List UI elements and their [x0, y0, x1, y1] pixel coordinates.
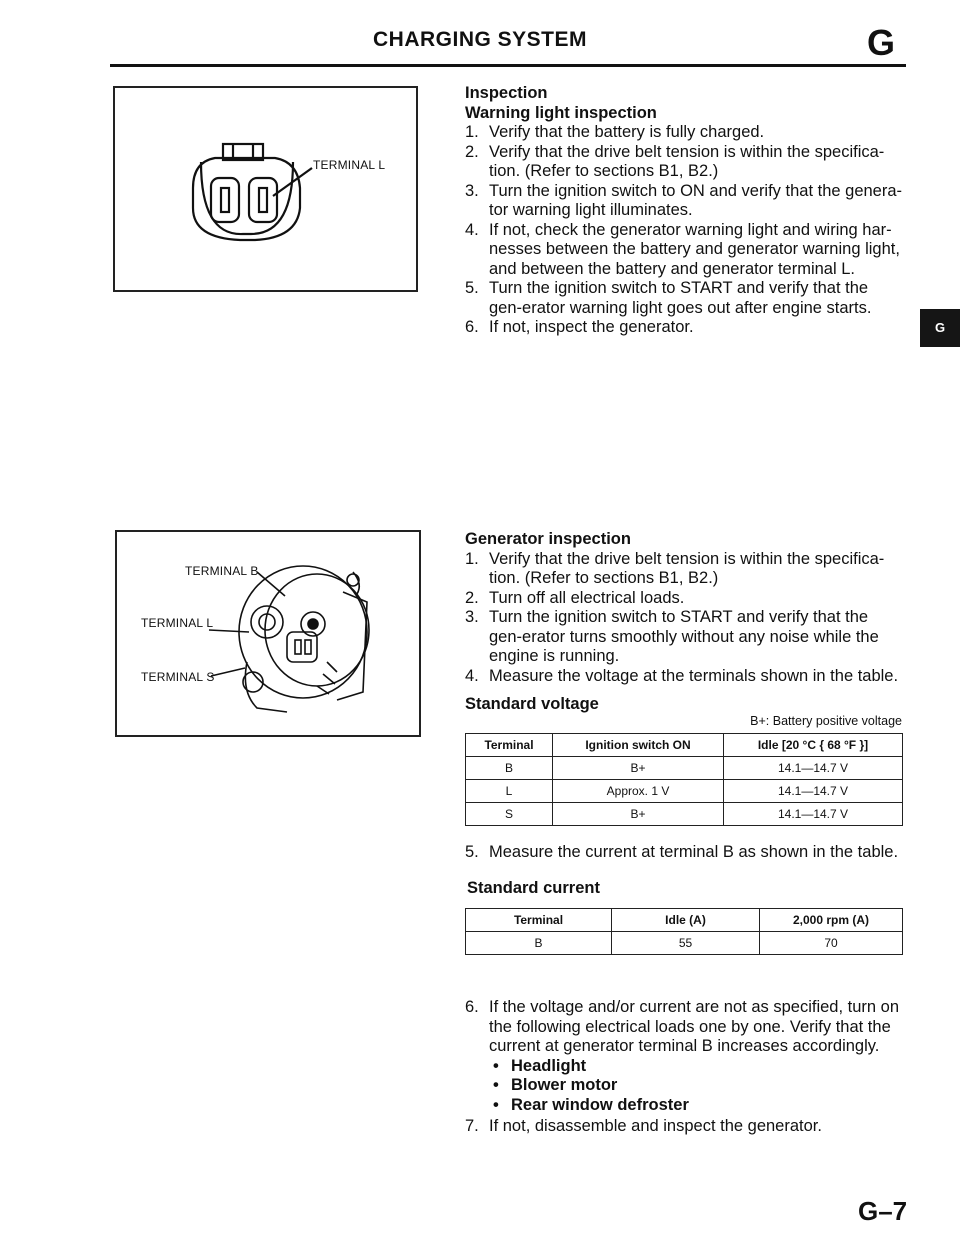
- connector-figure: [113, 86, 418, 292]
- generator-steps: [465, 550, 905, 687]
- list-item: • Rear window defroster: [489, 1096, 905, 1116]
- inspection-heading: Inspection: [465, 84, 548, 102]
- table-row: B B+ 14.1—14.7 V: [466, 757, 903, 780]
- terminal-b-label: TERMINAL B: [185, 564, 259, 578]
- generator-section: [465, 530, 905, 686]
- generator-illustration: [117, 532, 419, 735]
- list-item: 1. Verify that the drive belt tension is within the specifica-tion. (Refer to sections B1, B2.): [465, 549, 885, 587]
- voltage-note: B+: Battery positive voltage: [750, 714, 902, 728]
- generator-figure: [115, 530, 421, 737]
- list-item: 1. Verify that the battery is fully charged.: [465, 123, 765, 141]
- connector-illustration: [115, 88, 416, 290]
- list-item: 4. Measure the voltage at the terminals shown in the table.: [465, 666, 899, 685]
- section-letter: G: [867, 22, 896, 63]
- table-row: L Approx. 1 V 14.1—14.7 V: [466, 780, 903, 803]
- generator-heading: Generator inspection: [465, 530, 631, 548]
- list-item: 4. If not, check the generator warning light and wiring har-nesses between the battery and generator warning light, and between the battery and generator terminal L.: [465, 220, 900, 278]
- table-header-row: Terminal Idle (A) 2,000 rpm (A): [466, 909, 903, 932]
- step-5: 5. Measure the current at terminal B as shown in the table.: [465, 843, 899, 861]
- step-7: 7. If not, disassemble and inspect the generator.: [465, 1117, 822, 1135]
- inspection-section: [465, 84, 905, 338]
- list-item: 2. Verify that the drive belt tension is within the specifica-tion. (Refer to sections B1, B2.): [465, 142, 885, 180]
- voltage-table: [465, 733, 903, 826]
- list-item: • Headlight: [489, 1057, 905, 1077]
- list-item: 3. Turn the ignition switch to ON and verify that the genera-tor warning light illuminates.: [465, 181, 903, 219]
- warning-light-heading: Warning light inspection: [465, 103, 657, 122]
- standard-voltage-heading: Standard voltage: [465, 695, 599, 713]
- terminal-l-label: TERMINAL L: [141, 616, 214, 630]
- terminal-s-label: TERMINAL S: [141, 670, 215, 684]
- list-item: 5. Turn the ignition switch to START and verify that the gen-erator warning light goes out after engine starts.: [465, 279, 872, 317]
- list-item: 6. If not, inspect the generator.: [465, 318, 694, 336]
- standard-current-heading: Standard current: [467, 879, 600, 897]
- table-header-row: Terminal Ignition switch ON Idle [20 °C { 68 °F }]: [466, 734, 903, 757]
- current-table: [465, 908, 903, 955]
- page-number: G–7: [858, 1196, 908, 1226]
- page-title: CHARGING SYSTEM: [372, 28, 587, 51]
- terminal-l-label: TERMINAL L: [313, 158, 386, 172]
- inspection-steps: [465, 123, 905, 338]
- list-item: • Blower motor: [489, 1076, 905, 1096]
- list-item: 2. Turn off all electrical loads.: [465, 588, 685, 607]
- header-rule: [110, 64, 906, 67]
- section-tab: [920, 309, 960, 347]
- section-tab-label: G: [934, 320, 946, 335]
- table-row: B 55 70: [466, 932, 903, 955]
- table-row: S B+ 14.1—14.7 V: [466, 803, 903, 826]
- electrical-loads-list: [489, 1057, 905, 1116]
- step-6: 6. If the voltage and/or current are not as specified, turn on the following electrical loads one by one. Verify that the current at generator terminal B increases accordingly. • Headlight • Blower motor • Rear window defroster: [465, 998, 905, 1115]
- list-item: 3. Turn the ignition switch to START and verify that the gen-erator turns smoothly without any noise while the engine is running.: [465, 608, 879, 665]
